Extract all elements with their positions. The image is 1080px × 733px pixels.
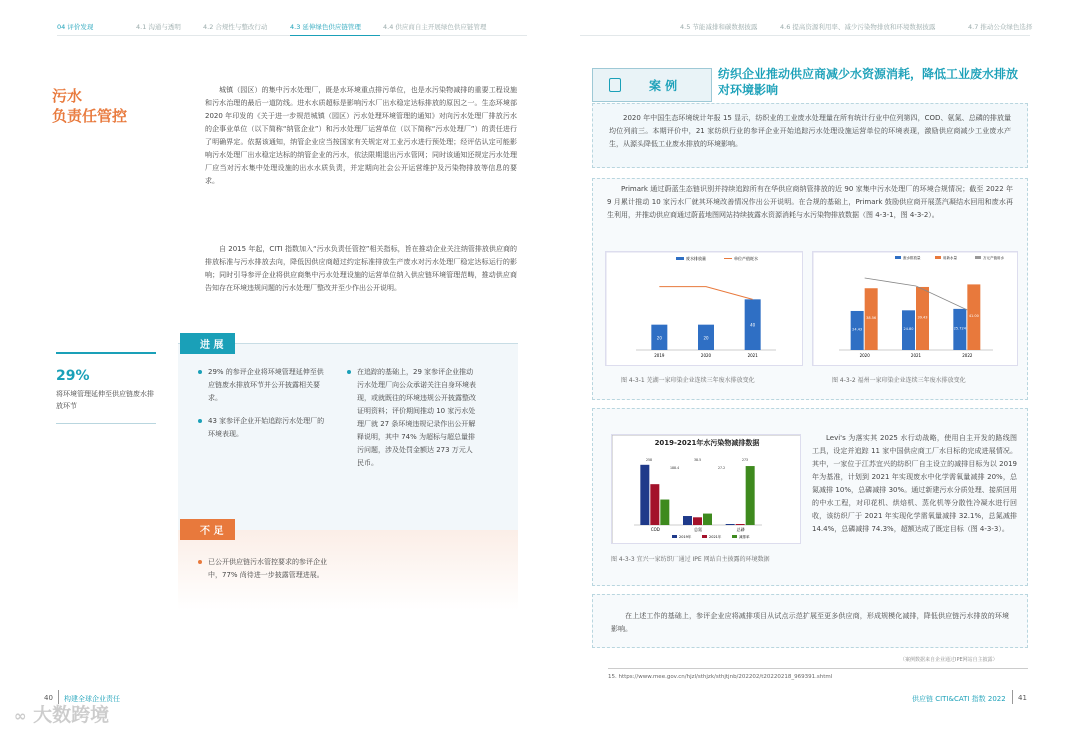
chart-yixing [611,434,801,544]
levis-text: Levi's 为落实其 2025 水行动战略，使用自主开发的路线图工具，设定并追踪 11 家中国供应商工厂水目标的完成进展情况。其中，一家位于江苏宜兴的纺织厂自主设立的减排目标为以 2019 年为基准，计划到 2021 年实现废水中化学需氧量减排 20%，总氮减排 10%，总磷减排 30%。通过新建污水分质处理、接质回用的中水工程，对印花机、烘焙机、蒸化机等分散性冷凝水进行回收，该纺织厂于 2021 年实现化学需氧量减排 32.1%，总氮减排 14.4%，总磷减排 74.3%，超额达成了既定目标（图 4-3-3）。 [812,434,1017,533]
bar [683,516,692,525]
legend-label: 2021年 [709,535,722,539]
tick-label: 2021 [910,353,922,358]
footer-left-text: 构建全球企业责任 [64,695,120,703]
bar [640,465,649,525]
tick-label: COD [650,527,660,532]
legend-label: 废水排放量 [903,256,921,260]
legend-swatch [732,535,737,538]
legend-swatch [895,256,901,259]
nav-item-4-2[interactable]: 4.2 合规性与整改行动 [203,23,268,31]
legend-label: 废水排放量 [686,256,706,261]
section-nav [0,22,1080,36]
footer-right-text: 供应链 CITI&CATI 指数 2022 [912,695,1006,703]
bar-label: 24.43 [852,327,863,332]
tick-label: 2019 [654,353,665,358]
case-intro-box [592,103,1028,168]
gap-tag: 不 足 [180,519,235,540]
list-item: 29% 的参评企业将环境管理延伸至供应链废水排放环节并公开披露相关要求。 [198,366,326,405]
bar [726,524,735,525]
caption-fig-4-3-1: 图 4-3-1 芜湖一家印染企业连续三年废水排放变化 [621,377,755,384]
progress-right [347,366,477,470]
legend-label: 减排率 [739,535,750,539]
bar [693,517,702,525]
data-label: 273 [742,458,749,462]
case-intro: 2020 年中国生态环境统计年报 15 显示，纺织业的工业废水处理量在所有统计行业中位列第四，COD、氨氮、总磷的排放量均位列前三。本期评价中，21 家纺织行业的参评企业开始追踪污水处理设施运营单位的环境表现，激励供应商减少工业废水产生，从源头降低工业废水排放的环境影响。 [609,114,1011,148]
bar-label: 25.724 [953,326,966,331]
bar-label: 20 [703,335,709,341]
legend-label: 单位产值耗水 [734,256,758,261]
progress-list [198,366,326,441]
legend-label: 万元产值用水 [983,256,1004,260]
conclusion-box [592,594,1028,648]
tick-label: 总磷 [736,527,745,532]
document-icon [609,78,621,92]
legend-swatch [975,256,981,259]
tick-label: 2021 [747,353,758,358]
paragraph-1: 城镇（园区）的集中污水处理厂，既是水环境重点排污单位，也是水污染物减排的重要工程设施和污水治理的最后一道防线。进水水质超标是影响污水厂出水稳定达标排放的原因之一。生态环境部 2020 年印发的《关于进一步规范城镇（园区）污水处理环境管理的通知》对向污水处理厂排放污水的企事业单位（以下简称“纳管企业”）和污水处理厂运营单位（以下简称“污水处理厂”）的责任进行了明确界定。依据该通知，纳管企业应当按国家有关规定对工业污水进行预处理；经评估认定可能影响污水处理厂出水稳定达标的纳管企业的污水，依法限期退出污水管网；同时该通知还规定污水处理厂应当对污水集中处理设施的出水水质负责，并定期向社会公开运营维护及污染物排放等信息的要求。 [205,86,517,185]
bar-label: 38.56 [866,316,877,321]
bar-label: 41.00 [968,314,979,319]
data-label: 258 [646,458,653,462]
bar-label: 39.43 [917,315,928,320]
legend-label: 2019年 [679,535,692,539]
case-label-box [592,68,712,102]
data-label: 27.2 [718,466,726,470]
nav-item-04[interactable]: 04 评价发现 [57,23,94,31]
gap-list [198,556,328,582]
stat-value: 29% [56,368,90,384]
legend-label: 用新水量 [943,256,957,260]
tick-label: 2020 [859,353,870,358]
conclusion-text: 在上述工作的基础上，参评企业应将减排项目从试点示范扩展至更多供应商，形成规模化减排，降低供应链污水排放的环境影响。 [611,612,1009,633]
legend-swatch [672,535,677,538]
case-title: 纺织企业推动供应商减少水资源消耗，降低工业废水排放对环境影响 [718,67,1019,97]
bar-label: 40 [750,322,756,328]
nav-item-4-3[interactable]: 4.3 延伸绿色供应链管理 [290,23,361,31]
tick-label: 2022 [962,353,973,358]
watermark-icon: ∞ [14,707,27,725]
list-item: 43 家参评企业开始追踪污水处理厂的环境表现。 [198,415,326,441]
page-number-left: 40 [44,694,53,702]
bar-label: 24.80 [903,327,914,332]
chart-wuhu [605,251,803,366]
bar [660,500,669,525]
stat-box [56,352,156,424]
bar [736,524,745,525]
data-label: 38.5 [694,458,702,462]
nav-item-4-6[interactable]: 4.6 提高资源利用率、减少污染物排放和环境数据披露 [780,23,936,31]
paragraph-2: 自 2015 年起，CITI 指数加入“污水负责任管控”相关指标，旨在推动企业关注纳管排放供应商的排放标准与污水排放去向，降低因供应商超过约定标准排放生产废水对污水处理厂稳定达标运行的影响；同时引导参评企业将供应商集中污水处理设施的运营单位纳入供应链环境管理范畴，推动供应商告知存在环境违规问题的污水处理厂整改并至少作出公开说明。 [205,245,517,292]
progress-tag: 进 展 [180,333,235,354]
legend-swatch [702,535,707,538]
tick-label: 总氮 [694,527,702,532]
footnote: 15. https://www.mee.gov.cn/hjzl/sthjzk/sthjtjnb/202202/t20220218_969391.shtml [608,674,833,680]
nav-item-4-1[interactable]: 4.1 沟通与透明 [136,23,181,31]
chart-title: 2019-2021年水污染物减排数据 [654,439,760,447]
chart-fuzhou [812,251,1018,366]
tick-label: 2020 [700,353,712,358]
bar [703,514,712,525]
list-item: 在追踪的基础上，29 家参评企业推动污水处理厂向公众承诺关注自身环境表现，或就既往的环境违规公开披露整改证明资料；评价期间推动 10 家污水处理厂就 27 条环境违规记录作出公开解释说明，其中 74% 为超标与超总量排污问题，涉及处罚金额达 273 万元人民币。 [347,366,477,470]
bar-label: 20 [656,335,662,341]
case-label: 案 例 [649,79,678,93]
nav-item-4-5[interactable]: 4.5 节能减排和碳数据披露 [680,23,758,31]
bar [746,466,755,525]
page-number-right: 41 [1018,694,1027,702]
caption-fig-4-3-2: 图 4-3-2 福州一家印染企业连续三年废水排放变化 [832,377,966,384]
data-label: 188.4 [670,466,680,470]
page-title: 污水 负责任管控 [52,87,128,125]
nav-item-4-4[interactable]: 4.4 供应商自主开展绿色供应链管理 [383,23,487,31]
nav-item-4-7[interactable]: 4.7 推动公众绿色选择 [968,23,1033,31]
bar [650,484,659,525]
stat-desc: 将环境管理延伸至供应链废水排放环节 [56,390,154,410]
primark-text: Primark 通过蔚蓝生态链识别并持续追踪所有在华供应商纳管排放的近 90 家集中污水处理厂的环境合规情况；截至 2022 年 9 月累计推动 10 家污水厂就其环境改善情况作出公开说明。在合规的基础上，Primark 鼓励供应商开展蒸汽凝结水回用和废水再生利用，并推动供应商通过蔚蓝地图网站持续披露水资源消耗与水污染物排放数据（图 4-3-1，图 4-3-2）。 [607,185,1013,219]
watermark-logo: ∞ 大数跨境 [14,704,110,726]
caption-fig-4-3-3: 图 4-3-3 宜兴一家纺织厂通过 IPE 网站自主披露的环境数据 [611,556,770,563]
legend-swatch [676,257,684,260]
list-item: 已公开供应链污水管控要求的参评企业中，77% 尚待进一步披露管理进展。 [198,556,328,582]
legend-swatch [935,256,941,259]
source-note: （案例数据来自企业通过IPE网站自主披露） [900,657,998,663]
